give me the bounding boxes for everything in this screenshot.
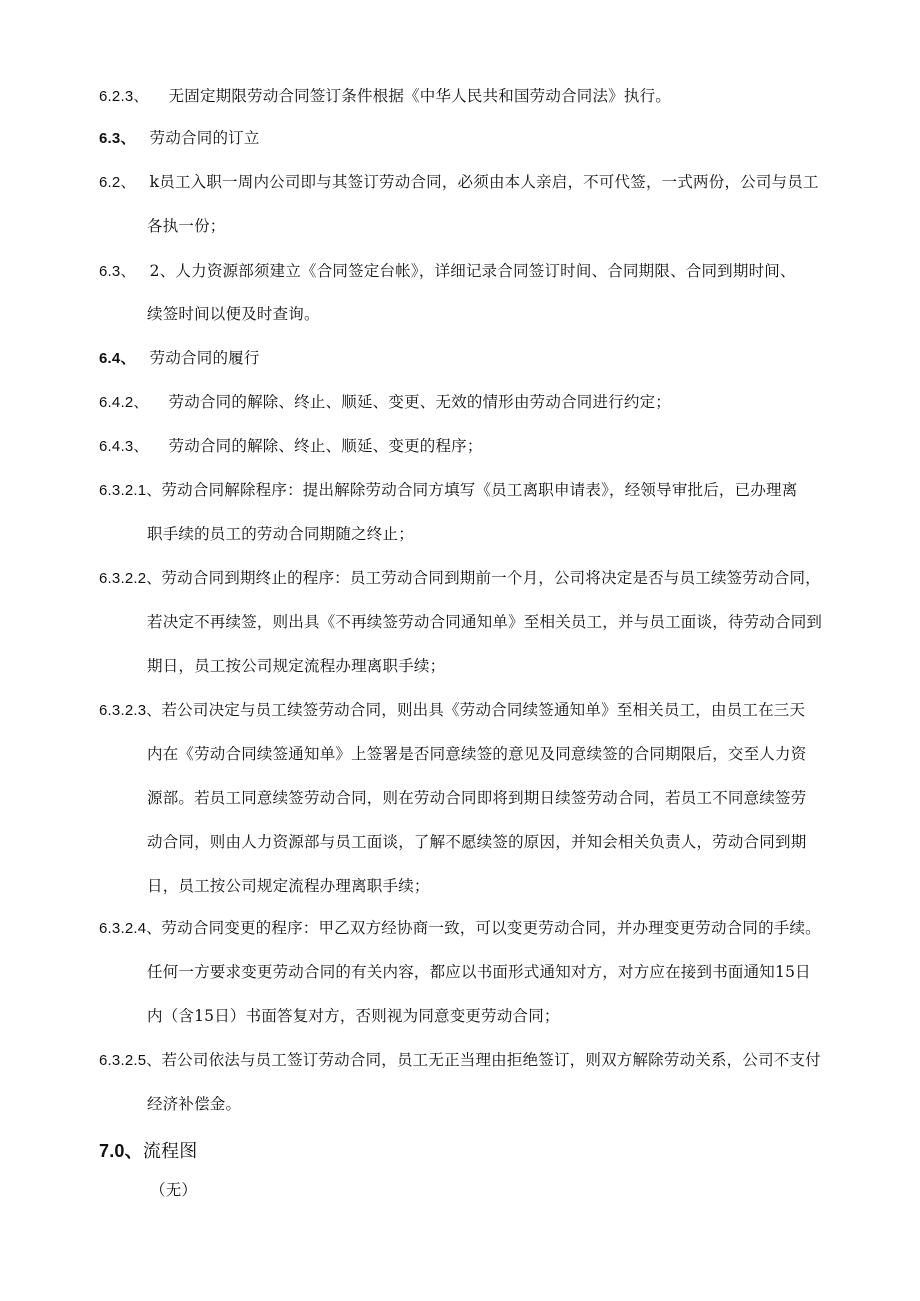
clause-text: 若公司依法与员工签订劳动合同，员工无正当理由拒绝签订，则双方解除劳动关系，公司不支付 xyxy=(161,1051,821,1069)
clause-6-2-cont: 各执一份； xyxy=(147,217,226,235)
clause-text: 无固定期限劳动合同签订条件根据《中华人民共和国劳动合同法》执行。 xyxy=(168,87,671,105)
clause-text: 劳动合同解除程序：提出解除劳动合同方填写《员工离职申请表》，经领导审批后，已办理离 xyxy=(161,481,798,499)
clause-number: 6.2、 xyxy=(99,174,136,191)
clause-text: 劳动合同的解除、终止、顺延、变更的程序； xyxy=(168,437,483,455)
clause-6-3-2-4-cont2: 内（含15日）书面答复对方，否则视为同意变更劳动合同； xyxy=(147,1007,560,1025)
clause-number: 6.4.3、 xyxy=(99,438,149,455)
clause-6-3-2-1-cont: 职手续的员工的劳动合同期随之终止； xyxy=(147,525,414,543)
clause-6-3-2-4 xyxy=(99,918,821,939)
section-7-note: （无） xyxy=(150,1181,198,1199)
clause-text: k员工入职一周内公司即与其签订劳动合同，必须由本人亲启，不可代签，一式两份，公司与员工 xyxy=(149,173,819,191)
clause-6-3-2-2-cont2: 期日，员工按公司规定流程办理离职手续； xyxy=(147,657,446,675)
clause-text: 若公司决定与员工续签劳动合同，则出具《劳动合同续签通知单》至相关员工，由员工在三天 xyxy=(161,701,806,719)
heading-6-4 xyxy=(99,348,260,369)
clause-6-4-3 xyxy=(99,436,483,457)
clause-6-3-2-5-cont: 经济补偿金。 xyxy=(147,1095,242,1113)
clause-6-2-3 xyxy=(99,86,671,107)
clause-6-3-2-2-cont: 若决定不再续签，则出具《不再续签劳动合同通知单》至相关员工，并与员工面谈，待劳动合同到 xyxy=(147,613,823,631)
clause-6-2 xyxy=(99,172,819,193)
clause-number: 6.4.2、 xyxy=(99,394,149,411)
clause-6-3-2 xyxy=(99,261,796,282)
clause-text: 劳动合同变更的程序：甲乙双方经协商一致，可以变更劳动合同，并办理变更劳动合同的手续。 xyxy=(161,919,821,937)
section-number: 7.0、 xyxy=(99,1141,143,1161)
clause-6-3-2-1 xyxy=(99,480,797,501)
clause-6-3-2-3 xyxy=(99,700,805,721)
clause-6-3-2-3-cont: 内在《劳动合同续签通知单》上签署是否同意续签的意见及同意续签的合同期限后，交至人力资 xyxy=(147,745,807,763)
clause-6-3-2-cont: 续签时间以便及时查询。 xyxy=(147,305,320,323)
clause-text: 劳动合同的订立 xyxy=(149,129,260,147)
clause-text: 劳动合同的履行 xyxy=(149,349,260,367)
clause-text: 劳动合同的解除、终止、顺延、变更、无效的情形由劳动合同进行约定； xyxy=(168,393,671,411)
clause-number: 6.3、 xyxy=(99,130,136,147)
clause-number: 6.3.2.3、 xyxy=(99,702,162,719)
clause-number: 6.3、 xyxy=(99,263,136,280)
clause-6-3-2-4-cont: 任何一方要求变更劳动合同的有关内容，都应以书面形式通知对方，对方应在接到书面通知15日 xyxy=(147,963,811,981)
section-title: 流程图 xyxy=(142,1141,198,1162)
clause-6-3-2-3-cont3: 动合同，则由人力资源部与员工面谈，了解不愿续签的原因，并知会相关负责人，劳动合同到期 xyxy=(147,833,807,851)
clause-text: 劳动合同到期终止的程序：员工劳动合同到期前一个月，公司将决定是否与员工续签劳动合同， xyxy=(161,569,821,587)
clause-text: 2、人力资源部须建立《合同签定台帐》，详细记录合同签订时间、合同期限、合同到期时间、 xyxy=(149,262,796,280)
clause-number: 6.3.2.5、 xyxy=(99,1052,162,1069)
clause-6-3-2-3-cont4: 日，员工按公司规定流程办理离职手续； xyxy=(147,877,430,895)
clause-6-3-2-2 xyxy=(99,568,821,589)
clause-6-3-2-5 xyxy=(99,1050,821,1071)
clause-number: 6.4、 xyxy=(99,350,136,367)
section-7-heading xyxy=(99,1139,197,1164)
clause-number: 6.3.2.1、 xyxy=(99,482,162,499)
clause-6-4-2 xyxy=(99,392,671,413)
clause-number: 6.3.2.4、 xyxy=(99,920,162,937)
clause-6-3-2-3-cont2: 源部。若员工同意续签劳动合同，则在劳动合同即将到期日续签劳动合同，若员工不同意续签劳 xyxy=(147,789,807,807)
heading-6-3 xyxy=(99,128,260,149)
clause-number: 6.2.3、 xyxy=(99,88,149,105)
clause-number: 6.3.2.2、 xyxy=(99,570,162,587)
